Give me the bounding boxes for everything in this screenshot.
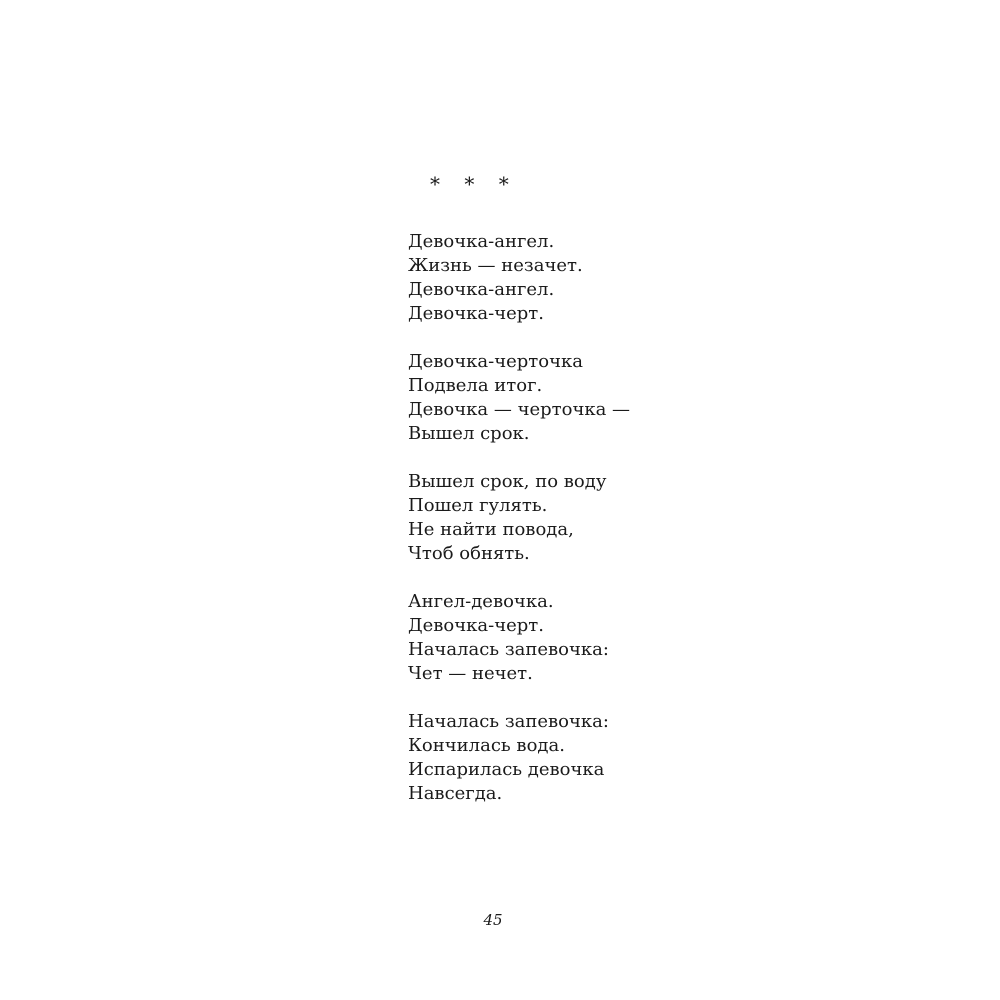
poem-line: Ангел-девочка. xyxy=(408,591,554,612)
poem-line: Девочка — черточка — xyxy=(408,399,631,420)
poem xyxy=(408,230,630,806)
poem-line: Пошел гулять. xyxy=(408,495,548,516)
poem-line: Кончилась вода. xyxy=(408,735,565,756)
poem-line: Чтоб обнять. xyxy=(408,543,530,564)
poem-line: Девочка-ангел. xyxy=(408,279,555,300)
stanza xyxy=(408,590,630,686)
poem-line: Вышел срок. xyxy=(408,423,530,444)
stanza xyxy=(408,710,630,806)
poem-line: Началась запевочка: xyxy=(408,639,609,660)
poem-line: Девочка-черточка xyxy=(408,351,583,372)
poem-line: Началась запевочка: xyxy=(408,711,609,732)
poem-line: Навсегда. xyxy=(408,783,503,804)
poem-line: Девочка-черт. xyxy=(408,303,544,324)
poem-line: Испарилась девочка xyxy=(408,759,605,780)
poem-line: Жизнь — незачет. xyxy=(408,255,583,276)
poem-line: Не найти повода, xyxy=(408,519,574,540)
poem-line: Девочка-черт. xyxy=(408,615,544,636)
poem-line: Вышел срок, по воду xyxy=(408,471,607,492)
poem-line: Девочка-ангел. xyxy=(408,231,555,252)
stanza xyxy=(408,230,630,326)
page-number: 45 xyxy=(483,911,503,929)
stanza xyxy=(408,350,630,446)
poem-line: Подвела итог. xyxy=(408,375,543,396)
poem-line: Чет — нечет. xyxy=(408,663,533,684)
stanza xyxy=(408,470,630,566)
section-separator: * * * xyxy=(430,172,518,196)
